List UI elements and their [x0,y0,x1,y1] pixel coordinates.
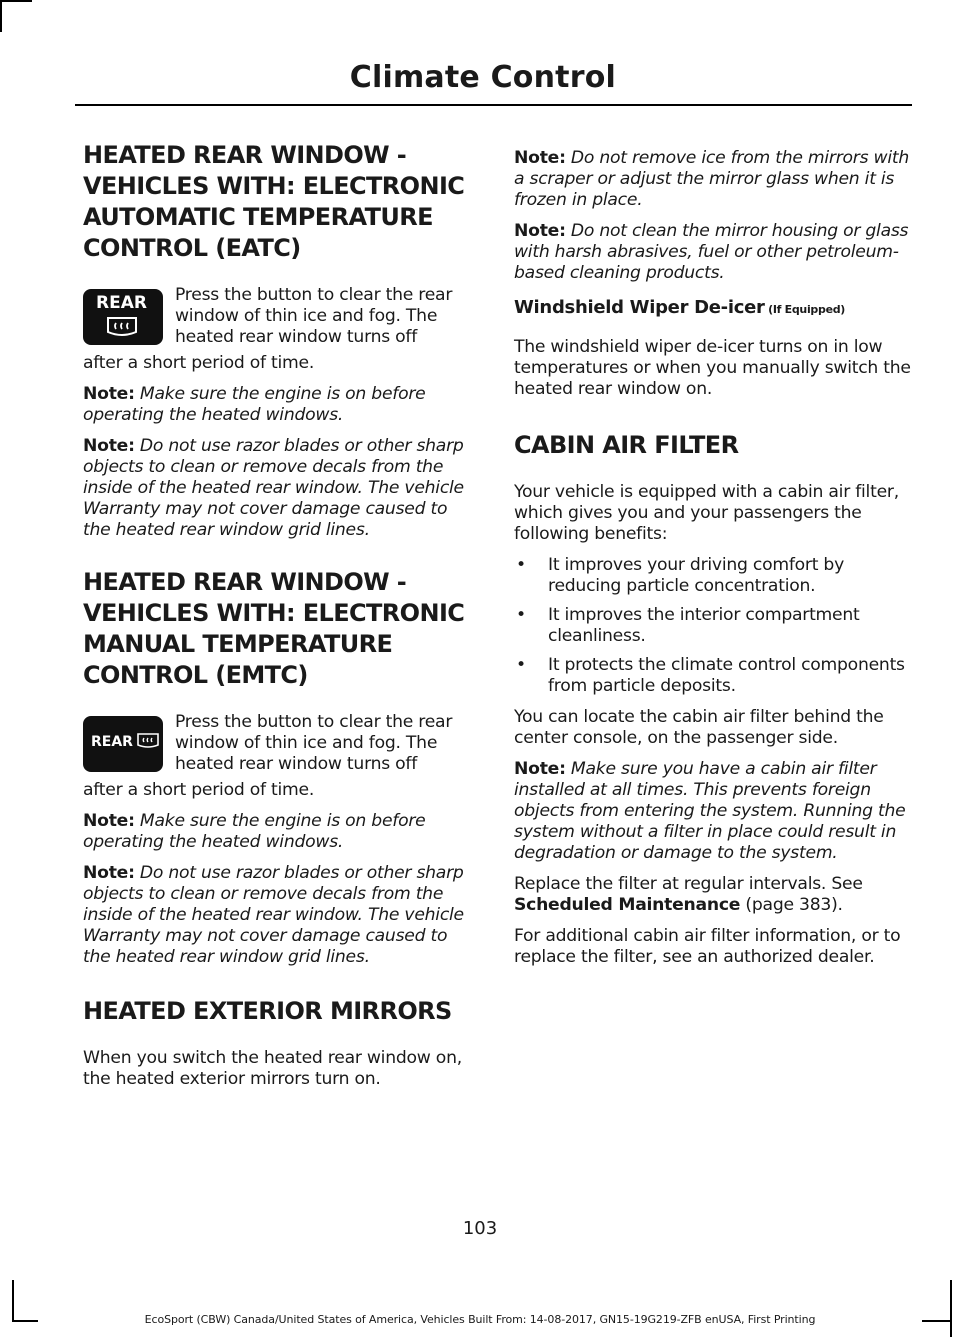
eatc-intro-text: Press the button to clear the rear window of thin ice and fog. The heated rear window turns off [175,285,453,347]
mirrors-text: When you switch the heated rear window on, the heated exterior mirrors turn on. [83,1048,462,1089]
rear-defrost-icon [137,733,159,751]
deicer-text: The windshield wiper de-icer turns on in low temperatures or when you manually switch the heated rear window on. [514,337,911,399]
eatc-intro [83,285,476,355]
emtc-intro [83,712,476,782]
note-filter: Note: Make sure you have a cabin air filter installed at all times. This prevents foreign objects from entering the system. Running the system without a filter in place could result in degradation or damage to the system. [514,759,906,863]
crop-mark [0,0,32,2]
filter-intro: Your vehicle is equipped with a cabin air filter, which gives you and your passengers the following benefits: [514,482,899,544]
crop-mark [0,0,2,32]
list-item: • It improves your driving comfort by reducing particle concentration. [516,555,845,596]
crop-mark [950,1280,952,1337]
eatc-intro-text-cont: after a short period of time. [83,353,315,373]
rear-label: REAR [96,293,147,313]
left-column [83,140,476,1100]
eatc-note-engine: Note: Make sure the engine is on before operating the heated windows. [83,384,426,425]
page-number: 103 [462,1218,498,1239]
emtc-intro-text: Press the button to clear the rear window of thin ice and fog. The heated rear window turns off [175,712,453,774]
page-title: Climate Control [349,60,616,95]
rear-defrost-icon [106,316,138,340]
printing-info: EcoSport (CBW) Canada/United States of America, Vehicles Built From: 14-08-2017, GN15-19G219-ZFB enUSA, First Printing [144,1313,816,1326]
eatc-heading: HEATED REAR WINDOW - VEHICLES WITH: ELECTRONIC AUTOMATIC TEMPERATURE CONTROL (EATC) [83,141,465,262]
rear-defrost-button-eatc [83,289,163,345]
scheduled-maintenance-link[interactable]: Scheduled Maintenance [514,895,741,915]
rear-label: REAR [91,734,133,750]
benefits-list [514,555,912,697]
emtc-intro-text-cont: after a short period of time. [83,780,315,800]
list-item: • It improves the interior compartment cleanliness. [516,605,860,646]
mirrors-heading: HEATED EXTERIOR MIRRORS [83,997,452,1025]
additional-text: For additional cabin air filter information, or to replace the filter, see an authorized dealer. [514,926,901,967]
rear-defrost-button-emtc [83,716,163,772]
filter-heading: CABIN AIR FILTER [514,431,739,459]
list-item: • It protects the climate control components from particle deposits. [516,655,905,696]
right-column [514,148,912,978]
emtc-note-engine: Note: Make sure the engine is on before operating the heated windows. [83,811,426,852]
header-rule [75,104,912,106]
note-mirror-ice: Note: Do not remove ice from the mirrors with a scraper or adjust the mirror glass when it is frozen in place. [514,148,909,210]
emtc-note-razor: Note: Do not use razor blades or other sharp objects to clean or remove decals from the inside of the heated rear window. The vehicle Warranty may not cover damage caused to the heated rear window grid lines. [83,863,464,967]
locate-text: You can locate the cabin air filter behind the center console, on the passenger side. [514,707,884,748]
deicer-heading: Windshield Wiper De-icer (If Equipped) [514,297,846,318]
note-mirror-clean: Note: Do not clean the mirror housing or glass with harsh abrasives, fuel or other petroleum-based cleaning products. [514,221,909,283]
emtc-heading: HEATED REAR WINDOW - VEHICLES WITH: ELECTRONIC MANUAL TEMPERATURE CONTROL (EMTC) [83,568,465,689]
eatc-note-razor: Note: Do not use razor blades or other sharp objects to clean or remove decals from the inside of the heated rear window. The vehicle Warranty may not cover damage caused to the heated rear window grid lines. [83,436,464,540]
replace-text: Replace the filter at regular intervals. See Scheduled Maintenance (page 383). [514,874,863,915]
